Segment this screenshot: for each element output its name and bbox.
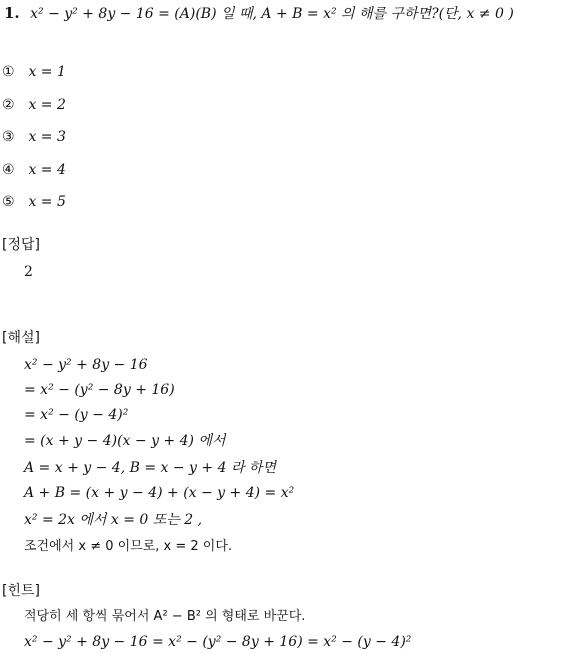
option-marker: ④ bbox=[2, 162, 15, 178]
question-line bbox=[4, 4, 514, 23]
solution-line-7: x² = 2x 에서 x = 0 또는 2 , bbox=[24, 512, 203, 528]
hint-line-1: 적당히 세 항씩 묶어서 A² − B² 의 형태로 바꾼다. bbox=[24, 609, 306, 624]
hint-line-2: x² − y² + 8y − 16 = x² − (y² − 8y + 16) = x² − (y − 4)² bbox=[24, 634, 412, 650]
option-marker: ③ bbox=[2, 129, 15, 145]
solution-line-4: = (x + y − 4)(x − y + 4) 에서 bbox=[24, 433, 226, 449]
option-4[interactable] bbox=[2, 161, 66, 179]
question-number: 1. bbox=[4, 4, 20, 22]
hint-header: [힌트] bbox=[2, 583, 40, 599]
option-text: x = 1 bbox=[28, 64, 66, 80]
option-3[interactable] bbox=[2, 128, 66, 146]
option-1[interactable] bbox=[2, 63, 66, 81]
option-text: x = 5 bbox=[28, 194, 66, 210]
option-text: x = 3 bbox=[28, 129, 66, 145]
option-marker: ⑤ bbox=[2, 194, 15, 210]
solution-line-5: A = x + y − 4, B = x − y + 4 라 하면 bbox=[24, 460, 276, 476]
solution-line-8: 조건에서 x ≠ 0 이므로, x = 2 이다. bbox=[24, 539, 233, 554]
option-text: x = 2 bbox=[28, 97, 66, 113]
solution-line-1: x² − y² + 8y − 16 bbox=[24, 357, 148, 373]
solution-line-3: = x² − (y − 4)² bbox=[24, 407, 129, 423]
option-marker: ② bbox=[2, 97, 15, 113]
answer-header: [정답] bbox=[2, 237, 40, 253]
option-5[interactable] bbox=[2, 193, 66, 211]
option-text: x = 4 bbox=[28, 162, 66, 178]
option-2[interactable] bbox=[2, 96, 66, 114]
question-text: x² − y² + 8y − 16 = (A)(B) 일 때, A + B = x² 의 해를 구하면?(단, x ≠ 0 ) bbox=[30, 6, 514, 22]
solution-line-2: = x² − (y² − 8y + 16) bbox=[24, 382, 175, 398]
answer-value: 2 bbox=[24, 264, 33, 280]
option-marker: ① bbox=[2, 64, 15, 80]
solution-line-6: A + B = (x + y − 4) + (x − y + 4) = x² bbox=[24, 485, 295, 501]
solution-header: [해설] bbox=[2, 330, 40, 346]
